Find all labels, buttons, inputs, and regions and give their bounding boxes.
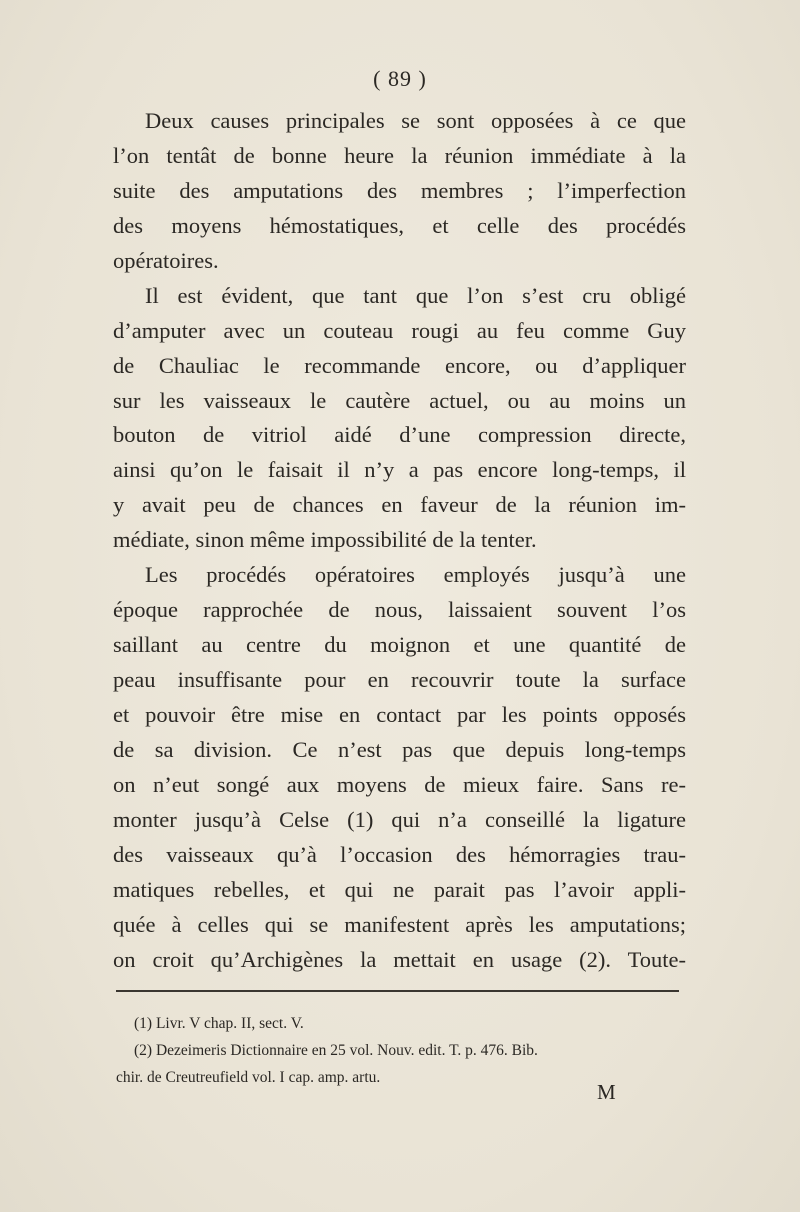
paragraph-line: Il est évident, que tant que l’on s’est cru obligé — [145, 282, 686, 308]
paragraph-line: Les procédés opératoires employés jusqu’à une — [145, 562, 686, 588]
footnote-line: chir. de Creutreufield vol. I cap. amp. artu. — [116, 1069, 381, 1086]
paragraph-line: d’amputer avec un couteau rougi au feu comme Guy — [113, 317, 686, 343]
footnote-line: (2) Dezeimeris Dictionnaire en 25 vol. Nouv. edit. T. p. 476. Bib. — [134, 1042, 538, 1059]
paragraph-line: monter jusqu’à Celse (1) qui n’a conseillé la ligature — [113, 806, 686, 832]
paragraph-line: ainsi qu’on le faisait il n’y a pas encore long-temps, il — [113, 457, 686, 483]
footnote-line: (1) Livr. V chap. II, sect. V. — [134, 1015, 304, 1032]
paragraph-line: y avait peu de chances en faveur de la réunion im- — [113, 492, 686, 518]
signature-mark: M — [597, 1080, 616, 1104]
paragraph-line: sur les vaisseaux le cautère actuel, ou au moins un — [113, 387, 686, 413]
paragraph-line: des vaisseaux qu’à l’occasion des hémorragies trau- — [113, 841, 686, 867]
paragraph-line: matiques rebelles, et qui ne parait pas l’avoir appli- — [113, 876, 686, 902]
paragraph-line: de Chauliac le recommande encore, ou d’appliquer — [113, 352, 686, 378]
paragraph-line: saillant au centre du moignon et une quantité de — [113, 632, 686, 658]
paragraph-line: opératoires. — [113, 247, 219, 273]
paragraph-line: médiate, sinon même impossibilité de la tenter. — [113, 527, 537, 553]
paragraph-line: l’on tentât de bonne heure la réunion immédiate à la — [113, 142, 686, 168]
paragraph-line: époque rapprochée de nous, laissaient souvent l’os — [113, 597, 686, 623]
paragraph-line: peau insuffisante pour en recouvrir toute la surface — [113, 667, 686, 692]
paragraph-line: on croit qu’Archigènes la mettait en usage (2). Toute- — [113, 946, 686, 972]
paragraph-line: Deux causes principales se sont opposées à ce que — [145, 108, 686, 133]
paragraph-line: suite des amputations des membres ; l’imperfection — [113, 177, 686, 203]
paragraph-line: bouton de vitriol aidé d’une compression directe, — [113, 422, 686, 448]
paragraph-line: on n’eut songé aux moyens de mieux faire. Sans re- — [113, 771, 686, 797]
paragraph-line: et pouvoir être mise en contact par les points opposés — [113, 701, 686, 727]
footnote-divider — [116, 990, 679, 992]
paragraph-line: quée à celles qui se manifestent après les amputations; — [113, 911, 686, 937]
page-number: ( 89 ) — [373, 66, 427, 91]
paragraph-line: des moyens hémostatiques, et celle des procédés — [113, 212, 686, 238]
footnotes — [116, 1010, 691, 1091]
paragraph-line: de sa division. Ce n’est pas que depuis long-temps — [113, 736, 686, 762]
body-text — [113, 104, 686, 977]
